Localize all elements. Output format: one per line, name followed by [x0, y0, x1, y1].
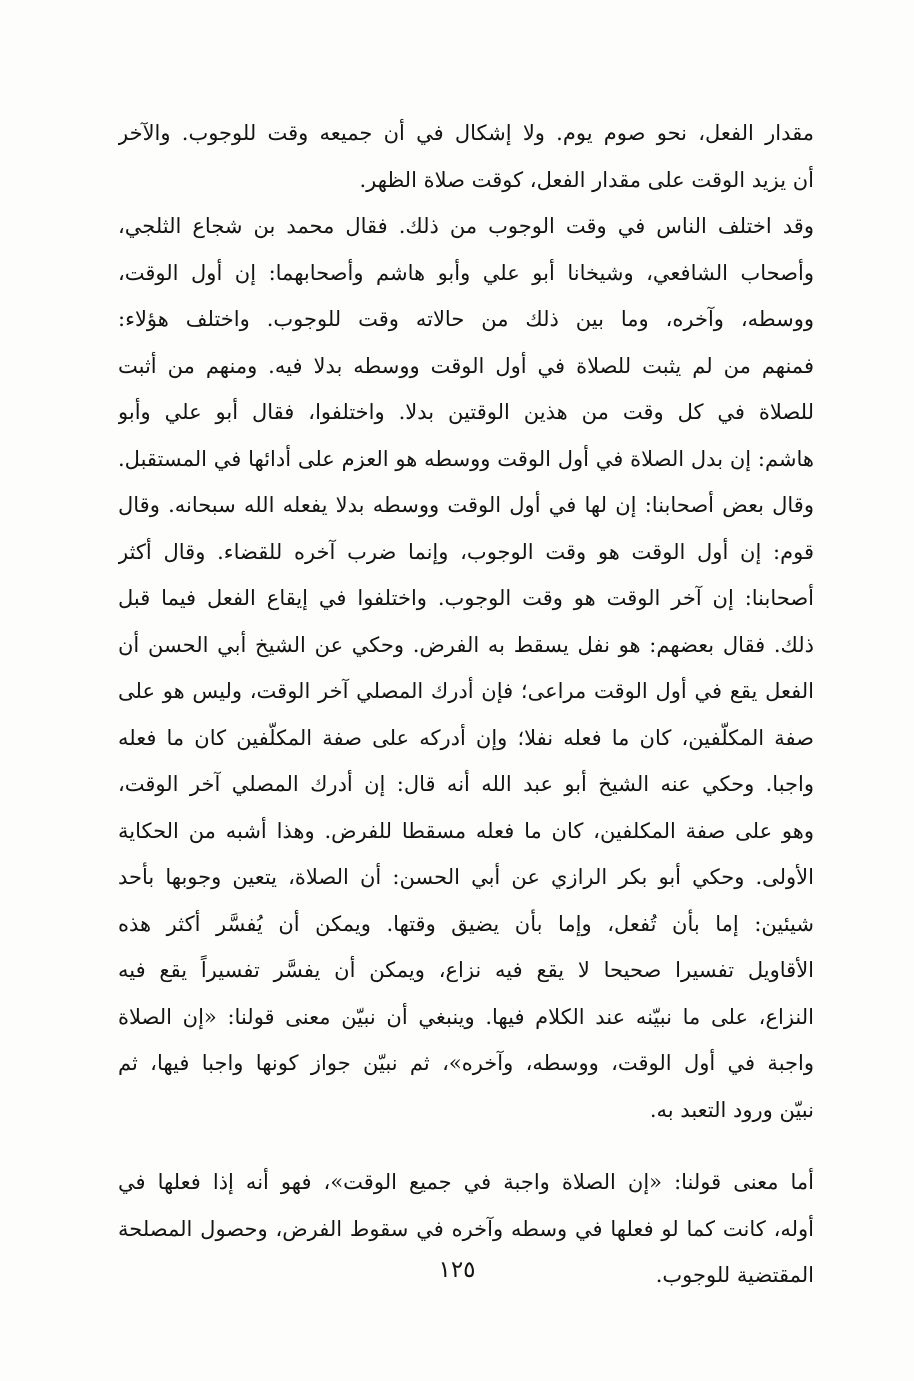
text-line: ذلك. فقال بعضهم: هو نفل يسقط به الفرض. وحكي عن الشيخ أبي الحسن أن	[118, 632, 814, 657]
text-line: الفعل يقع في أول الوقت مراعى؛ فإن أدرك المصلي آخر الوقت، وليس هو على	[118, 679, 814, 703]
text-line: النزاع، على ما نبيّنه عند الكلام فيها. وينبغي أن نبيّن معنى قولنا: «إن الصلاة	[118, 1004, 814, 1029]
paragraph-gap	[118, 1133, 814, 1159]
text-line: فمنهم من لم يثبت للصلاة في أول الوقت ووسطه بدلا فيه. ومنهم من أثبت	[118, 353, 814, 378]
paragraph	[118, 110, 814, 203]
text-line: وهو على صفة المكلفين، كان ما فعله مسقطا للفرض. وهذا أشبه من الحكاية	[118, 818, 814, 843]
text-line: الأقاويل تفسيرا صحيحا لا يقع فيه نزاع، ويمكن أن يفسَّر تفسيراً يقع فيه	[118, 958, 814, 982]
text-line: المقتضية للوجوب.	[655, 1263, 814, 1287]
text-line: أصحابنا: إن آخر الوقت هو وقت الوجوب. واختلفوا في إيقاع الفعل فيما قبل	[118, 586, 814, 610]
text-line: أما معنى قولنا: «إن الصلاة واجبة في جميع الوقت»، فهو أنه إذا فعلها في	[118, 1170, 814, 1194]
text-line: واجبا. وحكي عنه الشيخ أبو عبد الله أنه قال: إن أدرك المصلي آخر الوقت،	[118, 772, 814, 796]
text-line: ووسطه، وآخره، وما بين ذلك من حالاته وقت للوجوب. واختلف هؤلاء:	[118, 307, 814, 331]
text-line: أن يزيد الوقت على مقدار الفعل، كوقت صلاة الظهر.	[359, 167, 814, 192]
text-line: الأولى. وحكي أبو بكر الرازي عن أبي الحسن: أن الصلاة، يتعين وجوبها بأحد	[118, 865, 814, 889]
text-line: وأصحاب الشافعي، وشيخانا أبو علي وأبو هاشم وأصحابهما: إن أول الوقت،	[118, 260, 814, 285]
body-text	[118, 110, 814, 1299]
paragraph	[118, 203, 814, 1133]
text-line: قوم: إن أول الوقت هو وقت الوجوب، وإنما ضرب آخره للقضاء. وقال أكثر	[118, 539, 814, 564]
text-line: هاشم: إن بدل الصلاة في أول الوقت ووسطه هو العزم على أدائها في المستقبل.	[118, 446, 814, 471]
text-line: للصلاة في كل وقت من هذين الوقتين بدلا. واختلفوا، فقال أبو علي وأبو	[118, 400, 814, 424]
text-line: واجبة في أول الوقت، ووسطه، وآخره»، ثم نبيّن جواز كونها واجبا فيها، ثم	[118, 1051, 814, 1075]
text-line: أوله، كانت كما لو فعلها في وسطه وآخره في سقوط الفرض، وحصول المصلحة	[118, 1216, 814, 1241]
text-line: وقد اختلف الناس في وقت الوجوب من ذلك. فقال محمد بن شجاع الثلجي،	[118, 214, 814, 238]
text-line: شيئين: إما بأن تُفعل، وإما بأن يضيق وقتها. ويمكن أن يُفسَّر أكثر هذه	[118, 911, 814, 936]
page-number: ١٢٥	[438, 1257, 476, 1283]
text-line: وقال بعض أصحابنا: إن لها في أول الوقت ووسطه بدلا يفعله الله سبحانه. وقال	[118, 493, 814, 517]
text-line: نبيّن ورود التعبد به.	[649, 1097, 814, 1122]
text-line: صفة المكلّفين، كان ما فعله نفلا؛ وإن أدركه على صفة المكلّفين كان ما فعله	[118, 725, 814, 750]
text-line: مقدار الفعل، نحو صوم يوم. ولا إشكال في أن جميعه وقت للوجوب. والآخر	[118, 121, 814, 145]
